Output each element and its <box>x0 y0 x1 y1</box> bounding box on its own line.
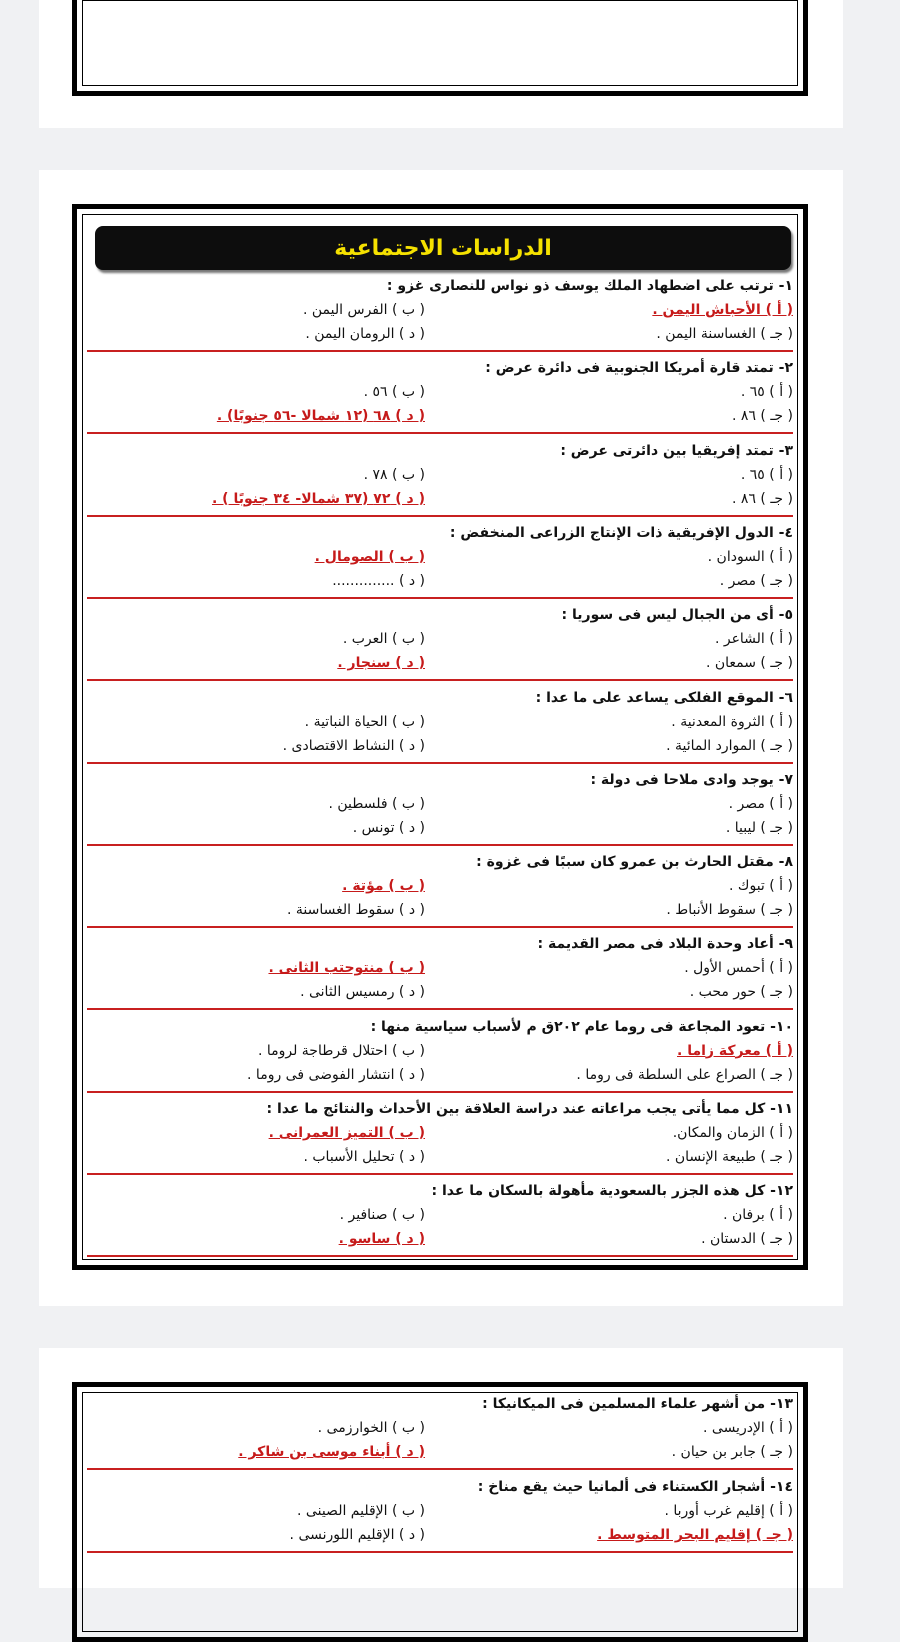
option-a: ( أ ) ٦٥ . <box>740 466 793 483</box>
question-2 <box>87 360 793 436</box>
page-1 <box>39 0 843 128</box>
question-stem: ١٤- أشجار الكستناء فى ألمانيا حيث يقع مناخ : <box>477 1479 793 1495</box>
question-13 <box>87 1396 793 1472</box>
option-d: ( د ) النشاط الاقتصادى . <box>282 737 425 754</box>
question-divider <box>87 1551 793 1553</box>
option-c: ( جـ ) سقوط الأنباط . <box>666 902 793 919</box>
option-a: ( أ ) الشاعر . <box>714 631 793 648</box>
question-divider <box>87 1008 793 1010</box>
option-d: ( د ) ساسو . <box>338 1231 425 1248</box>
option-c: ( جـ ) الموارد المائية . <box>666 737 793 754</box>
question-14 <box>87 1479 793 1555</box>
option-d: ( د ) سقوط الغساسنة . <box>287 902 425 919</box>
question-stem: ٤- الدول الإفريقية ذات الإنتاج الزراعى المنخفض : <box>449 524 793 541</box>
option-b: ( ب ) الحياة النباتية . <box>304 713 425 730</box>
option-d: ( د ) الرومان اليمن . <box>305 326 425 342</box>
option-b: ( ب ) ٥٦ . <box>363 384 425 401</box>
option-a: ( أ ) الإدريسى . <box>703 1420 793 1436</box>
option-d: ( د ) أبناء موسى بن شاكر . <box>238 1444 425 1460</box>
question-stem: ٨- مقتل الحارث بن عمرو كان سببًا فى غزوة : <box>476 854 793 871</box>
question-5 <box>87 607 793 683</box>
section-title-bar <box>95 226 791 270</box>
option-d: ( د ) تونس . <box>352 819 425 836</box>
option-a: ( أ ) تبوك . <box>729 878 793 895</box>
question-stem: ١١- كل مما يأتى يجب مراعاته عند دراسة العلاقة بين الأحداث والنتائج ما عدا : <box>266 1101 793 1117</box>
option-a: ( أ ) أحمس الأول . <box>684 960 793 977</box>
question-stem: ٥- أى من الجبال ليس فى سوريا : <box>561 607 793 624</box>
option-b: ( ب ) مؤتة . <box>342 878 425 895</box>
page-3 <box>39 1348 843 1588</box>
question-divider <box>87 844 793 846</box>
question-divider <box>87 515 793 517</box>
option-c: ( جـ ) الصراع على السلطة فى روما . <box>576 1066 793 1083</box>
option-d: ( د ) رمسيس الثانى . <box>300 984 425 1001</box>
question-divider <box>87 432 793 434</box>
page-2 <box>39 170 843 1306</box>
question-stem: ١- ترتب على اضطهاد الملك يوسف ذو نواس للنصارى غزو : <box>386 278 793 294</box>
option-c: ( جـ ) ٨٦ . <box>732 490 793 507</box>
option-c: ( جـ ) سمعان . <box>705 655 793 672</box>
question-12 <box>87 1183 793 1259</box>
option-b: ( ب ) احتلال قرطاجة لروما . <box>257 1042 425 1059</box>
option-c: ( جـ ) طبيعة الإنسان . <box>665 1149 793 1165</box>
option-c: ( جـ ) حور محب . <box>689 984 793 1001</box>
question-4 <box>87 525 793 601</box>
question-7 <box>87 772 793 848</box>
question-stem: ٧- يوجد وادى ملاحا فى دولة : <box>590 771 793 788</box>
question-stem: ٦- الموقع الفلكى يساعد على ما عدا : <box>535 689 793 706</box>
question-11 <box>87 1101 793 1177</box>
question-divider <box>87 1468 793 1470</box>
option-c: ( جـ ) ٨٦ . <box>732 408 793 425</box>
question-stem: ٩- أعاد وحدة البلاد فى مصر القديمة : <box>537 936 793 953</box>
question-stem: ٢- تمتد قارة أمريكا الجنوبية فى دائرة عرض : <box>485 360 793 377</box>
option-a: ( أ ) إقليم غرب أوربا . <box>664 1503 793 1519</box>
option-b: ( ب ) الفرس اليمن . <box>303 302 425 318</box>
option-b: ( ب ) منتوحتب الثانى . <box>268 960 425 977</box>
option-d: ( د ) ٦٨ (١٢ شمالا -٥٦ جنوبًا) . <box>216 408 425 425</box>
option-a: ( أ ) الزمان والمكان. <box>672 1125 793 1141</box>
option-a: ( أ ) معركة زاما . <box>677 1042 793 1059</box>
option-b: ( ب ) ٧٨ . <box>363 466 425 483</box>
question-1 <box>87 278 793 354</box>
option-a: ( أ ) مصر . <box>728 795 793 812</box>
question-3 <box>87 443 793 519</box>
question-10 <box>87 1019 793 1095</box>
option-b: ( ب ) العرب . <box>342 631 425 648</box>
question-divider <box>87 762 793 764</box>
option-c: ( جـ ) ليبيا . <box>725 819 793 836</box>
question-divider <box>87 1173 793 1175</box>
option-c: ( جـ ) مصر . <box>719 572 793 589</box>
question-6 <box>87 690 793 766</box>
option-d: ( د ) ٧٢ (٣٧ شمالا- ٣٤ جنوبًا ) . <box>211 490 425 507</box>
question-9 <box>87 936 793 1012</box>
question-divider <box>87 1255 793 1257</box>
option-d: ( د ) .............. <box>332 572 425 589</box>
question-stem: ١٢- كل هذه الجزر بالسعودية مأهولة بالسكان ما عدا : <box>431 1183 793 1200</box>
option-b: ( ب ) صنافير . <box>339 1207 425 1224</box>
option-a: ( أ ) الثروة المعدنية . <box>671 713 793 730</box>
option-c: ( جـ ) جابر بن حيان . <box>671 1444 793 1460</box>
option-b: ( ب ) فلسطين . <box>328 795 425 812</box>
page-1-frame <box>72 0 808 96</box>
question-8 <box>87 854 793 930</box>
question-divider <box>87 1091 793 1093</box>
question-stem: ٣- تمتد إفريقيا بين دائرتى عرض : <box>560 442 793 459</box>
option-d: ( د ) الإقليم اللورنسى . <box>289 1527 425 1543</box>
option-c: ( جـ ) الدستان . <box>701 1231 793 1248</box>
question-stem: ١٠- تعود المجاعة فى روما عام ٢٠٢ق م لأسباب سياسية منها : <box>370 1018 793 1035</box>
section-title: الدراسات الاجتماعية <box>334 235 552 261</box>
question-divider <box>87 350 793 352</box>
option-b: ( ب ) الخوارزمى . <box>317 1420 425 1436</box>
option-d: ( د ) تحليل الأسباب . <box>303 1149 425 1165</box>
option-b: ( ب ) التميز العمرانى . <box>268 1125 425 1141</box>
question-stem: ١٣- من أشهر علماء المسلمين فى الميكانيكا : <box>482 1396 793 1412</box>
option-b: ( ب ) الصومال . <box>314 548 425 565</box>
option-c: ( جـ ) إقليم البحر المتوسط . <box>597 1527 793 1543</box>
option-a: ( أ ) ٦٥ . <box>740 384 793 401</box>
question-divider <box>87 926 793 928</box>
option-d: ( د ) سنجار . <box>337 655 425 672</box>
question-divider <box>87 597 793 599</box>
option-c: ( جـ ) الغساسنة اليمن . <box>656 326 793 342</box>
question-divider <box>87 679 793 681</box>
option-a: ( أ ) السودان . <box>707 548 793 565</box>
option-d: ( د ) انتشار الفوضى فى روما . <box>247 1066 425 1083</box>
option-a: ( أ ) برفان . <box>723 1207 793 1224</box>
option-b: ( ب ) الإقليم الصينى . <box>297 1503 425 1519</box>
option-a: ( أ ) الأحباش اليمن . <box>652 302 793 318</box>
